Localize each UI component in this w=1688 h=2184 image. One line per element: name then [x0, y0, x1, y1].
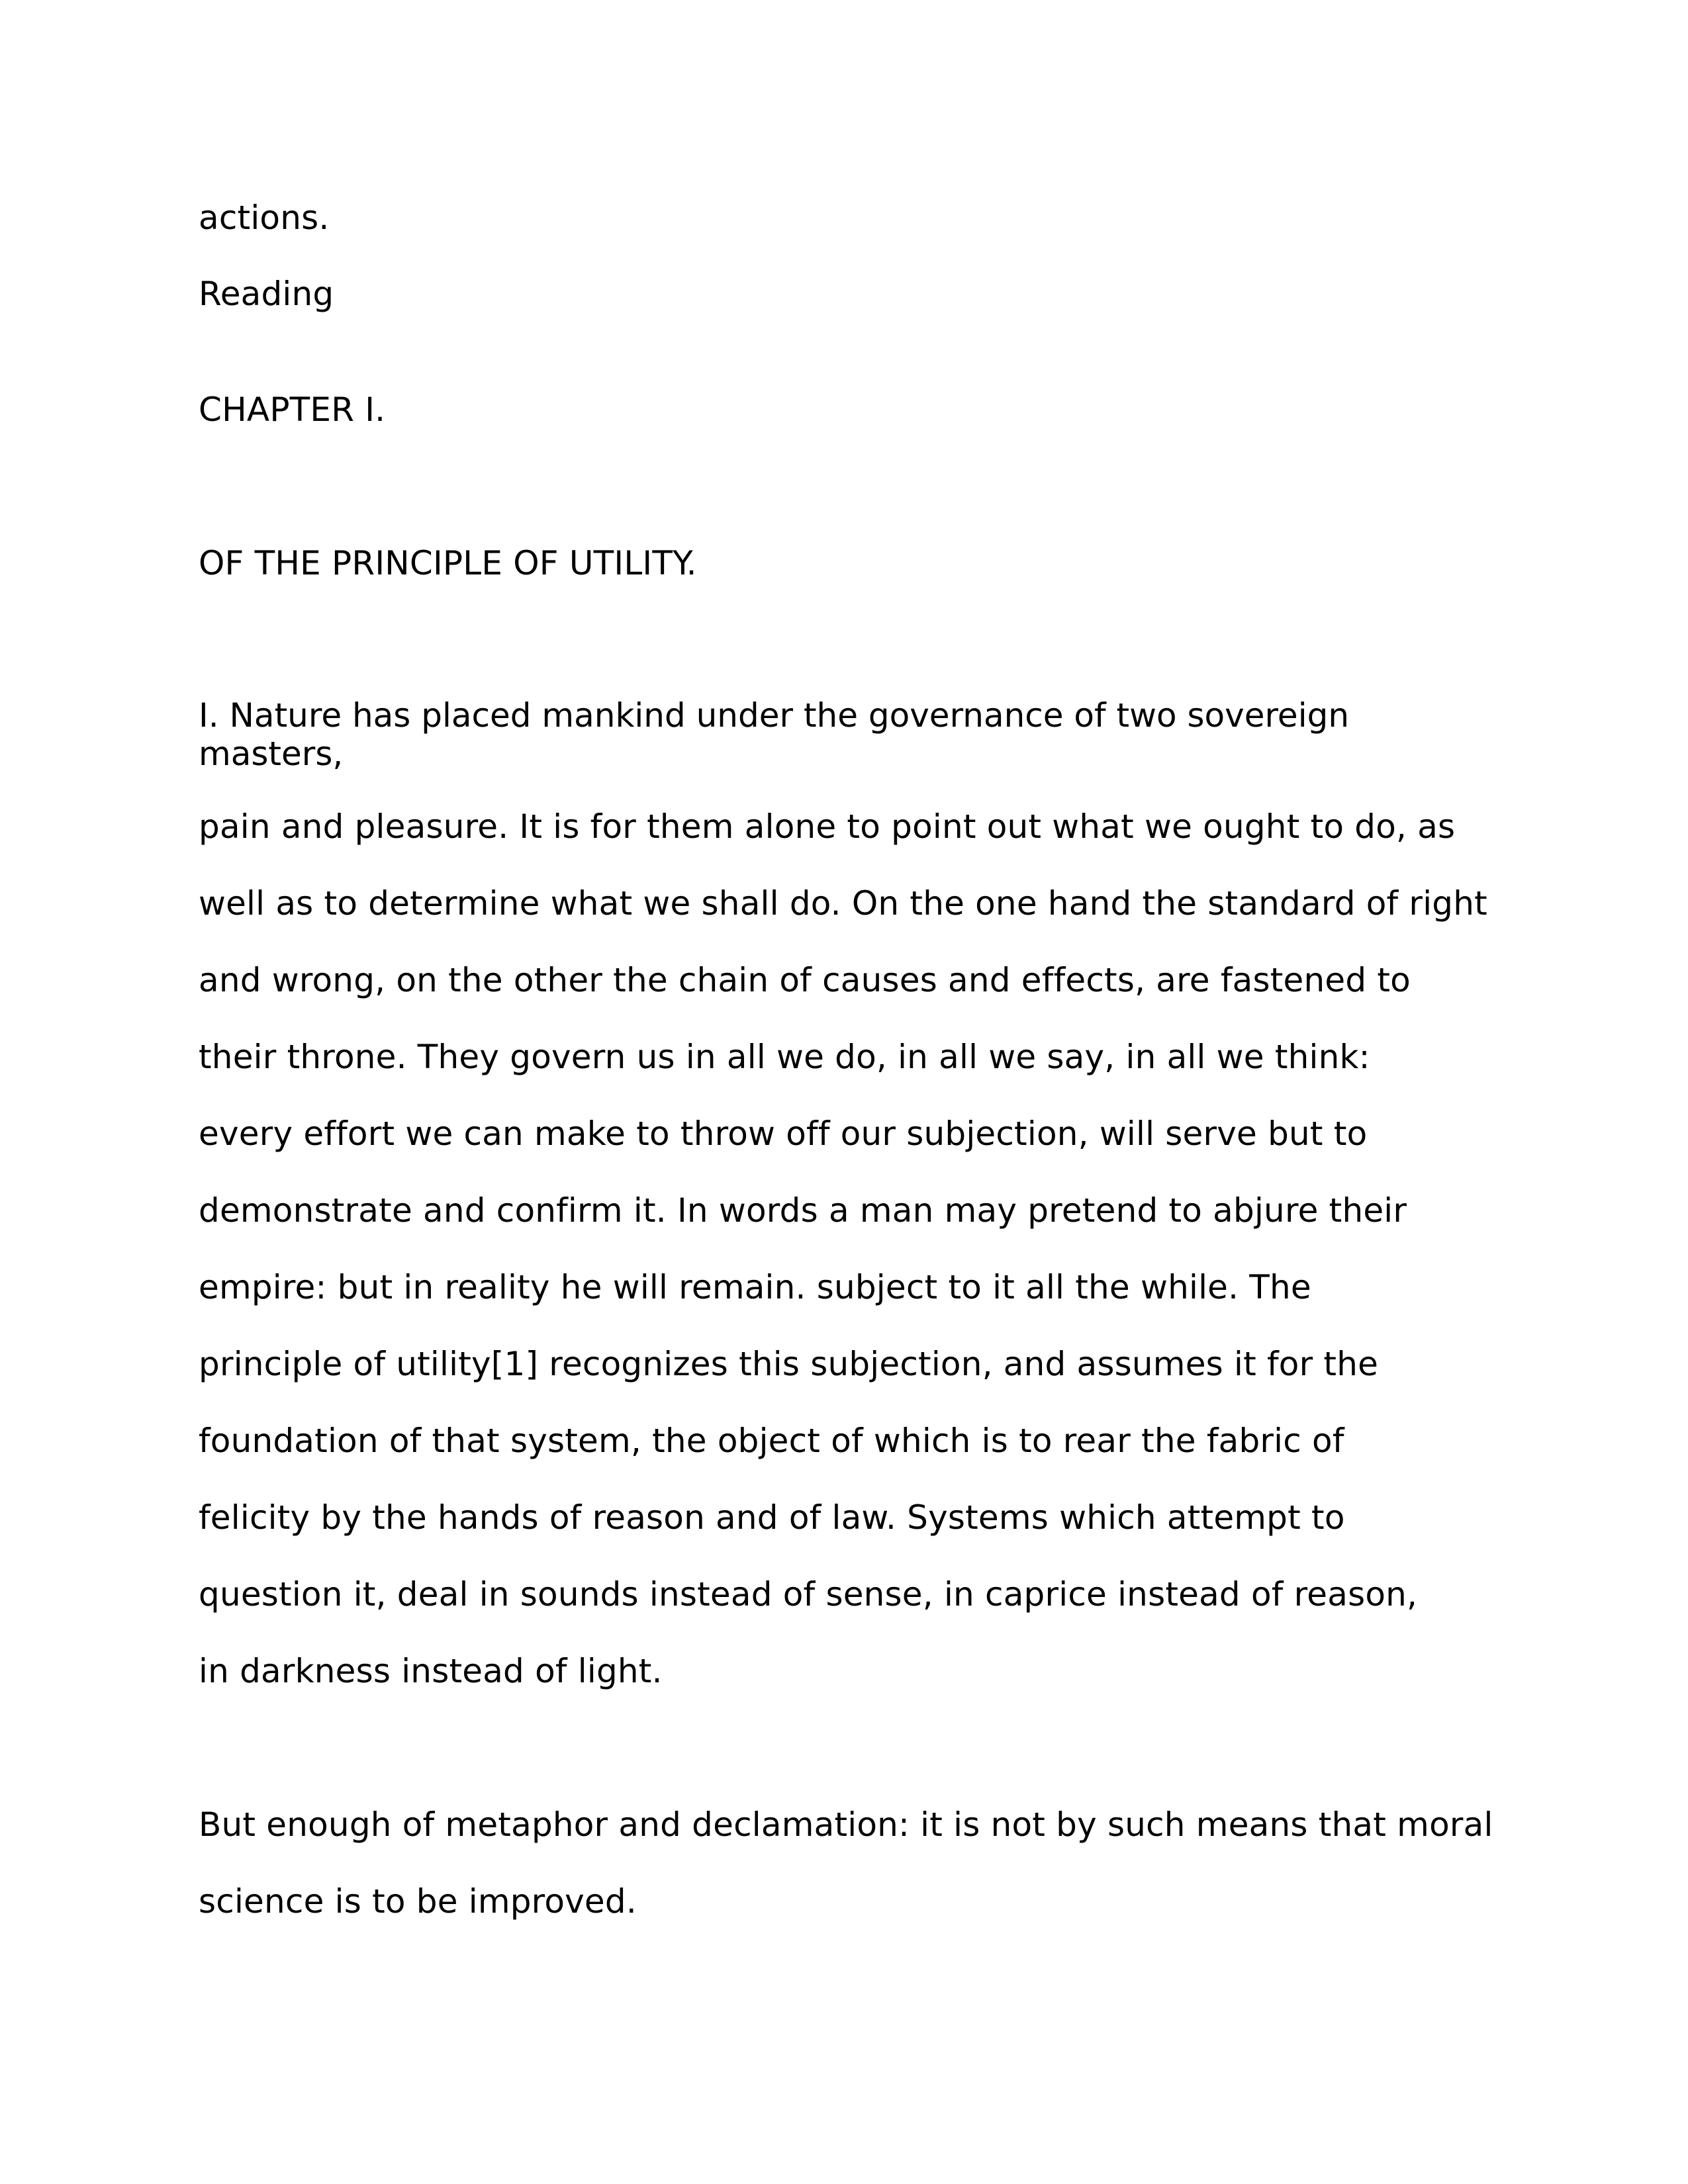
- paragraph-line: their throne. They govern us in all we do, in all we say, in all we think:: [199, 1038, 1370, 1076]
- paragraph-line: in darkness instead of light.: [199, 1652, 663, 1690]
- paragraph-line: foundation of that system, the object of which is to rear the fabric of: [199, 1422, 1344, 1460]
- paragraph-line: science is to be improved.: [199, 1882, 637, 1921]
- text-line-reading: Reading: [199, 275, 334, 313]
- paragraph-first-line: I. Nature has placed mankind under the governance of two sovereign masters,: [199, 696, 1350, 773]
- chapter-title: OF THE PRINCIPLE OF UTILITY.: [199, 544, 697, 582]
- paragraph-line: principle of utility[1] recognizes this subjection, and assumes it for the: [199, 1345, 1379, 1383]
- paragraph-line: pain and pleasure. It is for them alone to point out what we ought to do, as: [199, 807, 1456, 846]
- paragraph-line: felicity by the hands of reason and of law. Systems which attempt to: [199, 1498, 1345, 1537]
- text-line-actions: actions.: [199, 199, 330, 237]
- paragraph-line: and wrong, on the other the chain of causes and effects, are fastened to: [199, 961, 1411, 999]
- paragraph-line: But enough of metaphor and declamation: it is not by such means that moral: [199, 1805, 1493, 1844]
- paragraph-line: demonstrate and confirm it. In words a man may pretend to abjure their: [199, 1191, 1407, 1230]
- chapter-heading: CHAPTER I.: [199, 390, 386, 429]
- paragraph-line: well as to determine what we shall do. On the one hand the standard of right: [199, 884, 1487, 923]
- paragraph-line: every effort we can make to throw off our subjection, will serve but to: [199, 1115, 1368, 1153]
- paragraph-line: empire: but in reality he will remain. subject to it all the while. The: [199, 1268, 1311, 1306]
- paragraph-line: question it, deal in sounds instead of sense, in caprice instead of reason,: [199, 1575, 1418, 1614]
